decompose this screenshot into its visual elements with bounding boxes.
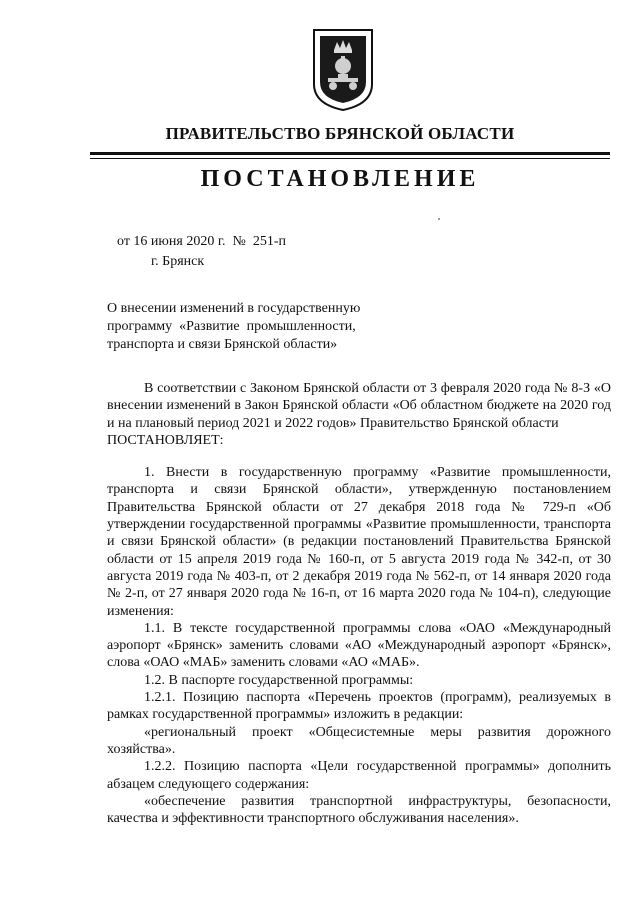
- decree-word: ПОСТАНОВЛЯЕТ:: [107, 432, 224, 448]
- body-paragraph: 1. Внести в государственную программу «Развитие промышленности, транспорта и связи Брянской области», утвержденную постановлением Правительства Брянской области от 27 декабря 2018 года № 729-п «Об утверждении государственной программы «Развитие промышленности, транспорта и связи Брянской области» (в редакции постановлений Правительства Брянской области от 15 апреля 2019 года № 160-п, от 5 августа 2019 года № 342-п, от 30 августа 2019 года № 403-п, от 2 декабря 2019 года № 562-п, от 14 января 2020 года № 2-п, от 27 января 2020 года № 16-п, от 16 марта 2020 года № 104-п), следующие изменения:: [107, 465, 611, 619]
- date-number-line: от 16 июня 2020 г. № 251-п: [117, 234, 286, 249]
- subject-line: программу «Развитие промышленности,: [107, 319, 356, 334]
- body-paragraph: 1.2.2. Позицию паспорта «Цели государственной программы» дополнить абзацем следующего содержания:: [107, 759, 611, 792]
- preamble-paragraph: В соответствии с Законом Брянской области от 3 февраля 2020 года № 8-З «О внесении изменений в Закон Брянской области «Об областном бюджете на 2020 год и на плановый период 2021 и 2022 годов» Правительство Брянской области: [107, 381, 611, 431]
- document-body: [107, 380, 611, 827]
- bryansk-coat-of-arms-icon: [312, 28, 374, 112]
- header-rule-thin: [90, 158, 610, 159]
- city-line: г. Брянск: [151, 254, 205, 269]
- body-paragraph: 1.2.1. Позицию паспорта «Перечень проектов (программ), реализуемых в рамках государственной программы» изложить в редакции:: [107, 690, 611, 723]
- body-paragraph: 1.2. В паспорте государственной программы:: [144, 672, 414, 688]
- subject-line: О внесении изменений в государственную: [107, 301, 361, 316]
- document-type-title: ПОСТАНОВЛЕНИЕ: [200, 166, 480, 192]
- body-paragraph: 1.1. В тексте государственной программы слова «ОАО «Международный аэропорт «Брянск» заменить словами «АО «Международный аэропорт «Брянск», слова «ОАО «МАБ» заменить словами «АО «МАБ».: [107, 620, 611, 671]
- header-rule-thick: [90, 152, 610, 155]
- subject-block: [107, 300, 407, 354]
- scan-speck: [438, 218, 440, 220]
- body-paragraph: «региональный проект «Общесистемные меры развития дорожного хозяйства».: [107, 724, 611, 757]
- subject-line: транспорта и связи Брянской области»: [107, 337, 338, 352]
- body-paragraph: «обеспечение развития транспортной инфраструктуры, безопасности, качества и эффективности транспортного обслуживания населения».: [107, 793, 611, 827]
- org-title: ПРАВИТЕЛЬСТВО БРЯНСКОЙ ОБЛАСТИ: [165, 124, 515, 143]
